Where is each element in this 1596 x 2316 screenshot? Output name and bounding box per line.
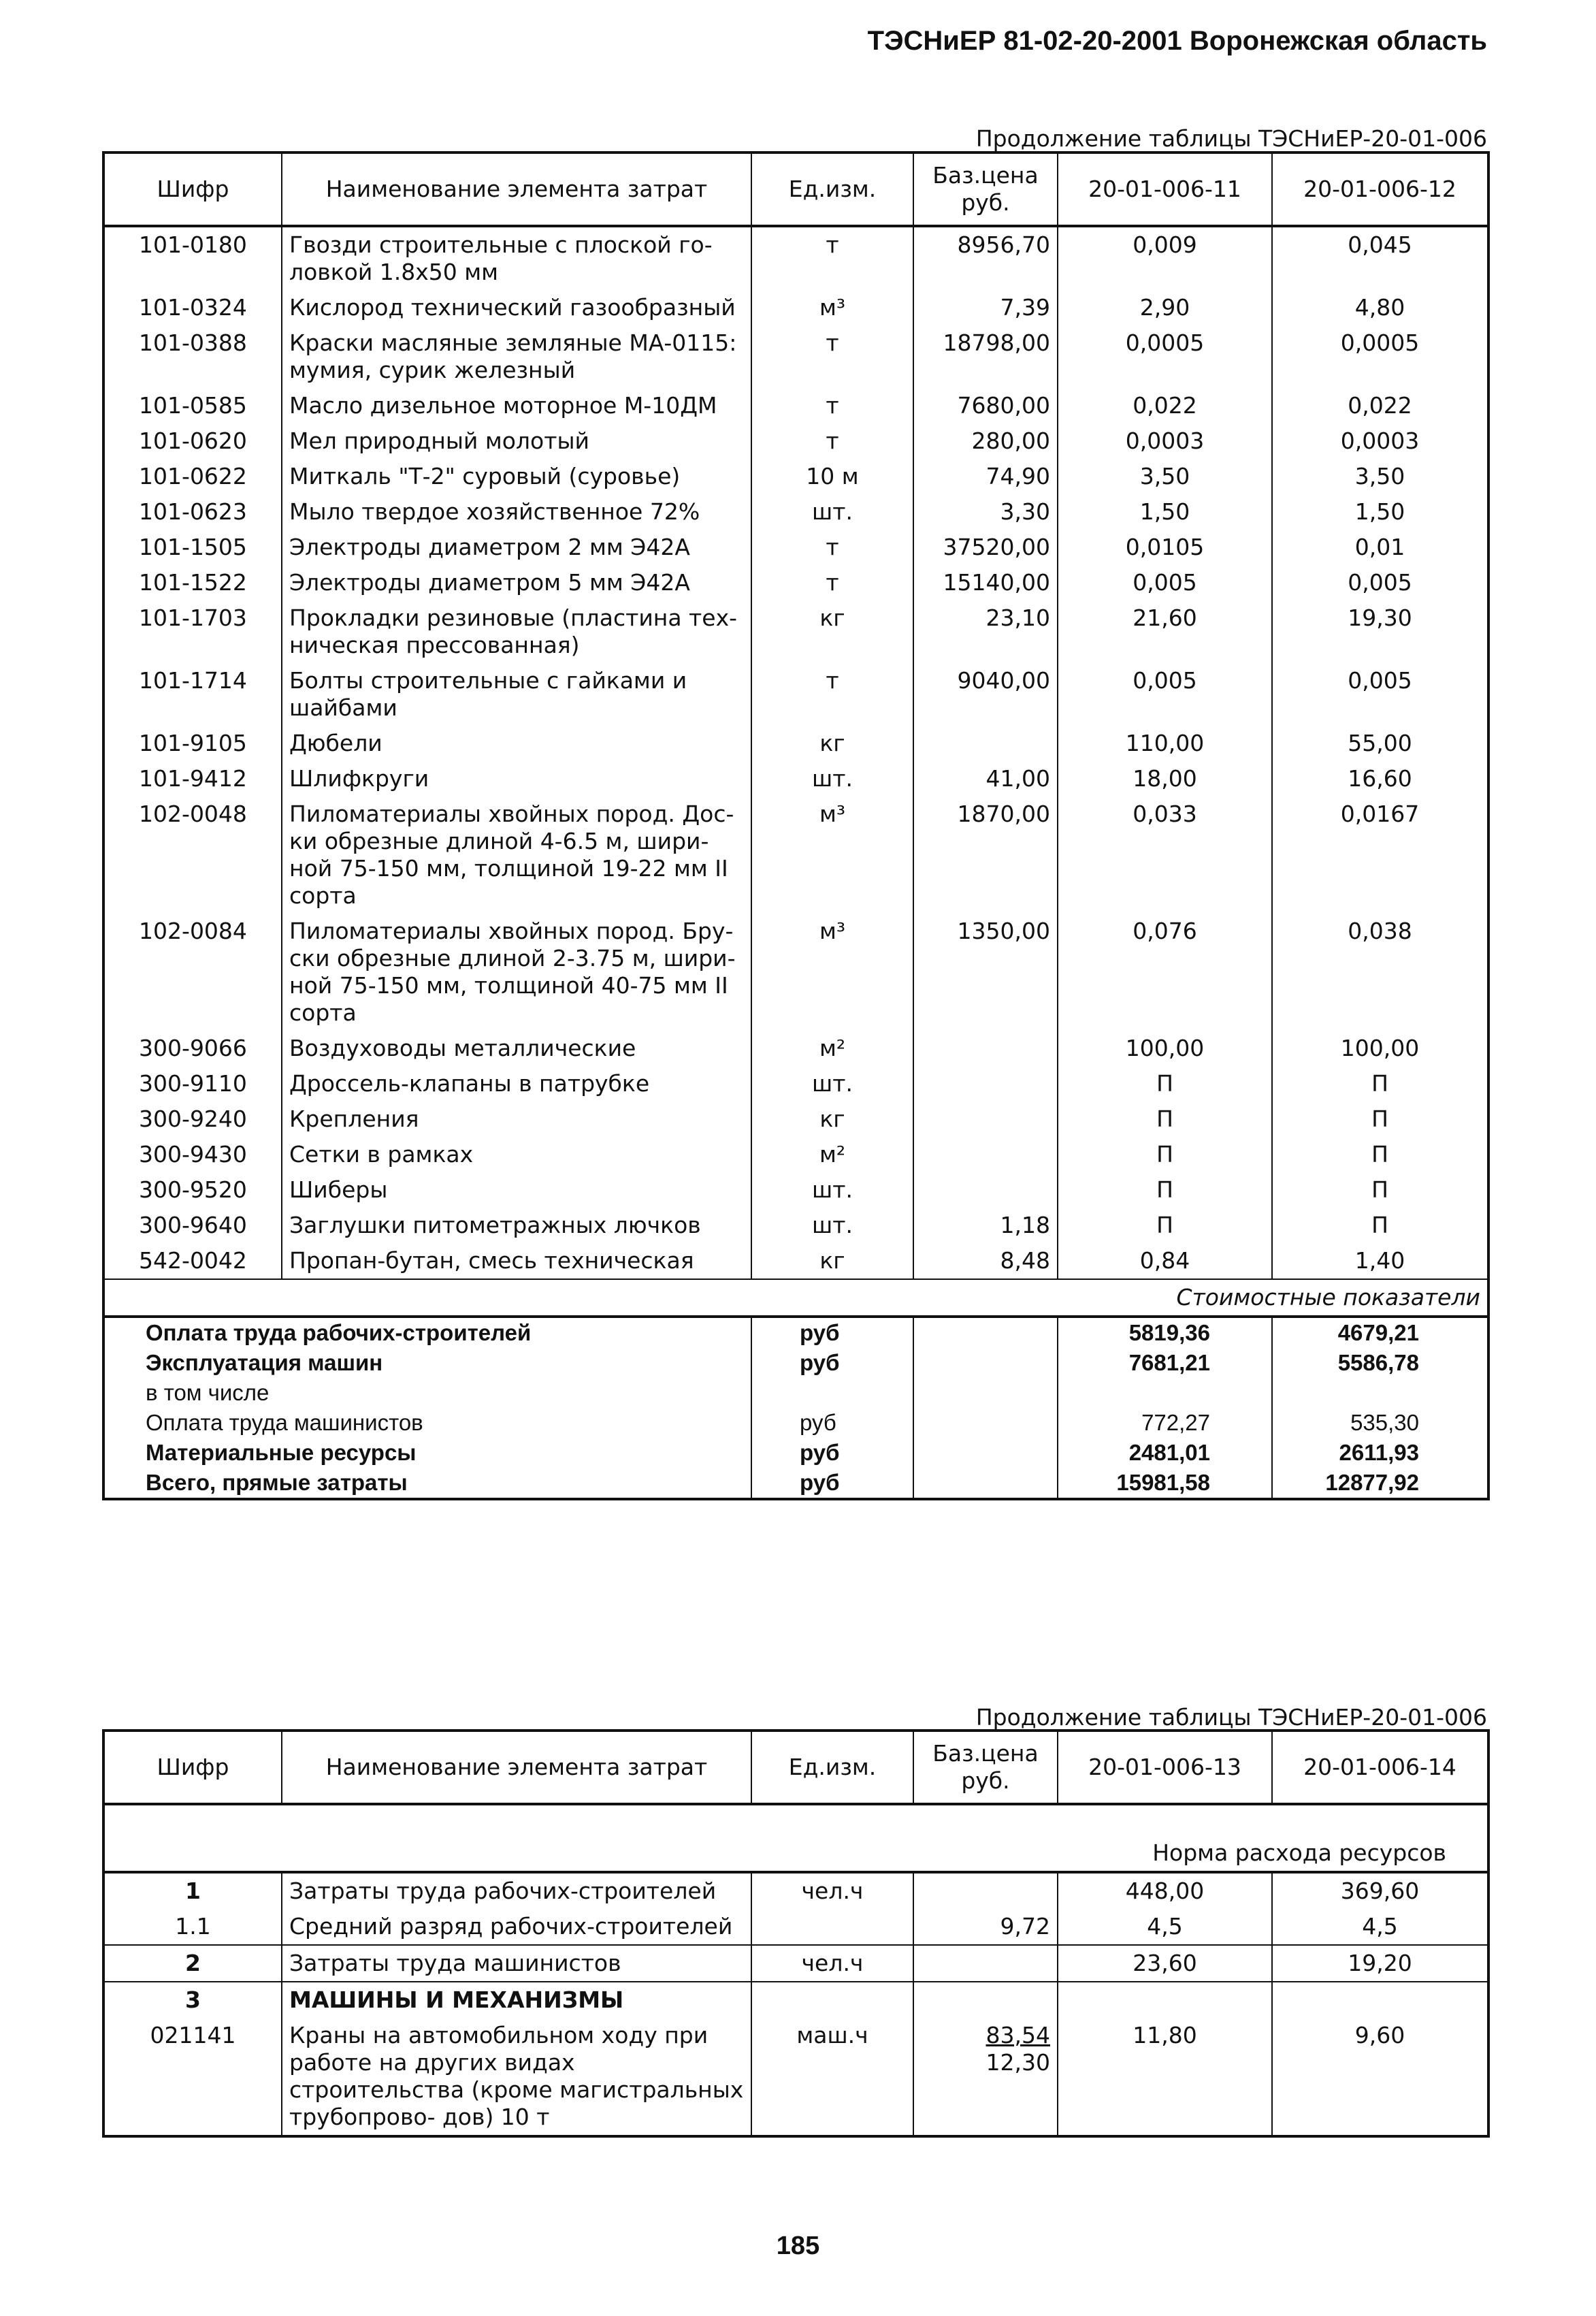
cell-value-11: 1,50 — [1058, 494, 1272, 530]
cell-value-12: 0,0005 — [1272, 325, 1488, 388]
table-row — [103, 726, 1488, 761]
cell-name: Гвозди строительные с плоской го- ловкой 1.8х50 мм — [282, 226, 751, 290]
cell-unit: шт. — [751, 1172, 913, 1208]
cost-value-12: 4679,21 — [1272, 1317, 1488, 1348]
cell-code: 101-1505 — [139, 534, 247, 560]
cell-unit: шт. — [751, 1066, 913, 1101]
cell-value-14: 369,60 — [1272, 1872, 1488, 1909]
cost-label: Оплата труда рабочих-строителей — [146, 1320, 532, 1345]
price-secondary: 12,30 — [986, 2049, 1050, 2076]
cell-price: 1,18 — [913, 1208, 1058, 1243]
cell-value-12: П — [1272, 1208, 1488, 1243]
cell-value-11: П — [1058, 1066, 1272, 1101]
cell-name: Затраты труда машинистов — [282, 1945, 751, 1982]
cell-value-12: 1,40 — [1272, 1243, 1488, 1279]
table1-cost-section — [103, 1279, 1488, 1499]
cost-heading-row — [103, 1279, 1488, 1317]
cell-value-14: 9,60 — [1272, 2018, 1488, 2136]
cell-value-12: 100,00 — [1272, 1031, 1488, 1066]
cell-name: Дроссель-клапаны в патрубке — [282, 1066, 751, 1101]
cost-value-12: 2611,93 — [1272, 1438, 1488, 1468]
cell-value-12: 0,005 — [1272, 565, 1488, 600]
cell-name: Пиломатериалы хвойных пород. Дос- ки обрезные длиной 4-6.5 м, шири- ной 75-150 мм, толщиной 19-22 мм II сорта — [282, 797, 751, 914]
document-header-title: ТЭСНиЕР 81-02-20-2001 Воронежская область — [867, 26, 1487, 56]
cell-code: 101-0324 — [139, 294, 247, 321]
cell-name: Масло дизельное моторное М-10ДМ — [282, 388, 751, 423]
cell-code: 101-0623 — [139, 498, 247, 525]
cell-value-11: 0,0003 — [1058, 423, 1272, 459]
cell-name: Сетки в рамках — [282, 1137, 751, 1172]
cell-name: Краски масляные земляные МА-0115: мумия, сурик железный — [282, 325, 751, 388]
cell-unit: м³ — [751, 914, 913, 1031]
cell-price: 18798,00 — [913, 325, 1058, 388]
cell-name: Воздуховоды металлические — [282, 1031, 751, 1066]
cost-label: Оплата труда машинистов — [146, 1410, 423, 1435]
col-header-unit: Ед.изм. — [751, 1731, 913, 1804]
cost-label: в том числе — [146, 1380, 270, 1405]
cell-name: Крепления — [282, 1101, 751, 1137]
cell-name: Шлифкруги — [282, 761, 751, 797]
cell-value-11: 2,90 — [1058, 290, 1272, 325]
norm-heading: Норма расхода ресурсов — [103, 1804, 1488, 1872]
cell-code: 101-9105 — [139, 730, 247, 756]
cell-code: 3 — [103, 1982, 282, 2018]
cell-value-12: 3,50 — [1272, 459, 1488, 494]
cell-value-13: 4,5 — [1058, 1909, 1272, 1945]
cell-price: 74,90 — [913, 459, 1058, 494]
cell-price: 1350,00 — [913, 914, 1058, 1031]
cell-code: 1.1 — [175, 1913, 211, 1940]
col-header-price: Баз.цена руб. — [913, 152, 1058, 226]
cost-price-empty — [913, 1438, 1058, 1468]
cell-code: 300-9430 — [139, 1141, 247, 1168]
cell-unit: маш.ч — [751, 2018, 913, 2136]
cost-row — [103, 1468, 1488, 1499]
cell-value-11: 21,60 — [1058, 600, 1272, 663]
cell-price — [913, 1172, 1058, 1208]
cost-unit: руб — [751, 1317, 913, 1348]
table-row — [103, 1172, 1488, 1208]
cell-code: 101-0180 — [139, 231, 247, 258]
cell-value-11: П — [1058, 1101, 1272, 1137]
cell-value-14 — [1272, 1982, 1488, 2018]
cell-code: 101-0622 — [139, 463, 247, 489]
resource-table-1 — [102, 151, 1490, 1500]
cell-code: 101-0620 — [139, 428, 247, 454]
cell-price — [913, 1101, 1058, 1137]
table-row — [103, 663, 1488, 726]
cost-price-empty — [913, 1468, 1058, 1499]
cell-name: Миткаль "Т-2" суровый (суровье) — [282, 459, 751, 494]
price-primary: 83,54 — [986, 2022, 1050, 2048]
cell-price: 3,30 — [913, 494, 1058, 530]
table-row — [103, 565, 1488, 600]
table-row — [103, 494, 1488, 530]
cell-name: Заглушки питометражных лючков — [282, 1208, 751, 1243]
cost-label: Материальные ресурсы — [146, 1440, 417, 1465]
cell-value-11: 0,033 — [1058, 797, 1272, 914]
cell-value-12: 55,00 — [1272, 726, 1488, 761]
cell-unit: чел.ч — [751, 1945, 913, 1982]
cell-value-12: 1,50 — [1272, 494, 1488, 530]
cell-code: 300-9240 — [139, 1106, 247, 1132]
table-row — [103, 2018, 1488, 2136]
table2-caption: Продолжение таблицы ТЭСНиЕР-20-01-006 — [975, 1704, 1487, 1731]
cell-unit: шт. — [751, 761, 913, 797]
cell-name: Затраты труда рабочих-строителей — [282, 1872, 751, 1909]
cell-code: 102-0084 — [139, 918, 247, 944]
cell-value-12: 0,0003 — [1272, 423, 1488, 459]
cell-price: 280,00 — [913, 423, 1058, 459]
cell-value-11: 110,00 — [1058, 726, 1272, 761]
cell-code: 2 — [103, 1945, 282, 1982]
cell-price — [913, 1982, 1058, 2018]
cell-name: Пропан-бутан, смесь техническая — [282, 1243, 751, 1279]
cell-unit: шт. — [751, 1208, 913, 1243]
table2-body — [103, 1804, 1488, 2136]
cell-price — [913, 2018, 1058, 2136]
table2-header-row — [103, 1731, 1488, 1804]
cell-value-12: 19,30 — [1272, 600, 1488, 663]
cell-code: 1 — [185, 1878, 201, 1904]
col-header-code: Шифр — [103, 152, 282, 226]
table-row — [103, 1872, 1488, 1909]
cell-price: 41,00 — [913, 761, 1058, 797]
cost-value-11: 7681,21 — [1058, 1348, 1272, 1378]
table-row — [103, 761, 1488, 797]
cell-value-11: П — [1058, 1172, 1272, 1208]
cell-unit: т — [751, 325, 913, 388]
cell-unit: т — [751, 226, 913, 290]
table-row — [103, 1101, 1488, 1137]
cell-unit: кг — [751, 1243, 913, 1279]
cost-row — [103, 1317, 1488, 1348]
cell-price: 23,10 — [913, 600, 1058, 663]
cell-unit: кг — [751, 1101, 913, 1137]
col-header-name: Наименование элемента затрат — [282, 152, 751, 226]
page-number: 185 — [776, 2232, 820, 2260]
cell-code: 300-9640 — [139, 1212, 247, 1238]
cost-unit: руб — [751, 1348, 913, 1378]
cell-code: 021141 — [150, 2022, 236, 2048]
cell-name: Краны на автомобильном ходу при работе на других видах строительства (кроме магистральных трубопрово- дов) 10 т — [282, 2018, 751, 2136]
table-row — [103, 914, 1488, 1031]
cell-value-11: 0,0005 — [1058, 325, 1272, 388]
cell-unit — [751, 1909, 913, 1945]
cell-unit: чел.ч — [751, 1872, 913, 1909]
cell-value-11: 100,00 — [1058, 1031, 1272, 1066]
cell-unit: м² — [751, 1031, 913, 1066]
table-row — [103, 1066, 1488, 1101]
cell-value-14: 4,5 — [1272, 1909, 1488, 1945]
table1-header-row — [103, 152, 1488, 226]
cell-value-11: 0,022 — [1058, 388, 1272, 423]
cost-label: Эксплуатация машин — [146, 1350, 383, 1375]
cell-unit: шт. — [751, 494, 913, 530]
cell-name: Болты строительные с гайками и шайбами — [282, 663, 751, 726]
cell-price — [913, 1031, 1058, 1066]
table-row — [103, 1909, 1488, 1945]
cell-name: Пиломатериалы хвойных пород. Бру- ски обрезные длиной 2-3.75 м, шири- ной 75-150 мм, толщиной 40-75 мм II сорта — [282, 914, 751, 1031]
cell-value-13: 448,00 — [1058, 1872, 1272, 1909]
cost-price-empty — [913, 1348, 1058, 1378]
cost-row — [103, 1408, 1488, 1438]
table-row — [103, 459, 1488, 494]
cell-value-11: 0,0105 — [1058, 530, 1272, 565]
table1-body — [103, 226, 1488, 1279]
cost-heading: Стоимостные показатели — [103, 1279, 1488, 1317]
cell-value-12: 0,045 — [1272, 226, 1488, 290]
cell-name: Средний разряд рабочих-строителей — [282, 1909, 751, 1945]
cell-code: 300-9066 — [139, 1035, 247, 1061]
cell-value-12: 16,60 — [1272, 761, 1488, 797]
cell-name: Электроды диаметром 5 мм Э42А — [282, 565, 751, 600]
cell-value-11: 0,005 — [1058, 565, 1272, 600]
cell-code: 542-0042 — [139, 1247, 247, 1274]
cost-label: Всего, прямые затраты — [146, 1470, 408, 1495]
cost-value-11: 5819,36 — [1058, 1317, 1272, 1348]
cell-value-11: 0,009 — [1058, 226, 1272, 290]
table-row — [103, 388, 1488, 423]
cell-price — [913, 726, 1058, 761]
cell-value-12: 0,0167 — [1272, 797, 1488, 914]
cost-value-11: 15981,58 — [1058, 1468, 1272, 1499]
cell-code: 300-9110 — [139, 1070, 247, 1097]
cell-value-11: П — [1058, 1208, 1272, 1243]
cell-value-12: П — [1272, 1066, 1488, 1101]
cell-unit: т — [751, 388, 913, 423]
table-row — [103, 530, 1488, 565]
cell-unit: м³ — [751, 797, 913, 914]
cell-value-12: П — [1272, 1172, 1488, 1208]
cost-row — [103, 1378, 1488, 1408]
col-header-code-12: 20-01-006-12 — [1272, 152, 1488, 226]
table-row — [103, 226, 1488, 290]
cell-unit: т — [751, 530, 913, 565]
cost-value-12: 5586,78 — [1272, 1348, 1488, 1378]
cell-price: 15140,00 — [913, 565, 1058, 600]
cell-value-12: П — [1272, 1137, 1488, 1172]
table-row — [103, 797, 1488, 914]
cost-price-empty — [913, 1317, 1058, 1348]
cell-value-12: П — [1272, 1101, 1488, 1137]
cost-row — [103, 1438, 1488, 1468]
cell-code: 101-9412 — [139, 765, 247, 792]
cost-value-12 — [1272, 1378, 1488, 1408]
cell-unit: м³ — [751, 290, 913, 325]
cell-unit: т — [751, 423, 913, 459]
table-row — [103, 1137, 1488, 1172]
cell-price: 8,48 — [913, 1243, 1058, 1279]
col-header-code-14: 20-01-006-14 — [1272, 1731, 1488, 1804]
cell-price — [913, 1137, 1058, 1172]
cell-unit — [751, 1982, 913, 2018]
cell-price — [913, 1945, 1058, 1982]
cost-unit: руб — [751, 1438, 913, 1468]
cost-value-11: 2481,01 — [1058, 1438, 1272, 1468]
col-header-unit: Ед.изм. — [751, 152, 913, 226]
cost-value-11: 772,27 — [1058, 1408, 1272, 1438]
cell-value-12: 0,022 — [1272, 388, 1488, 423]
cell-value-11: 0,076 — [1058, 914, 1272, 1031]
cell-price: 8956,70 — [913, 226, 1058, 290]
cell-name: Дюбели — [282, 726, 751, 761]
cell-code: 101-1703 — [139, 605, 247, 631]
cell-value-11: 0,005 — [1058, 663, 1272, 726]
table-row — [103, 1031, 1488, 1066]
norm-heading-row — [103, 1804, 1488, 1872]
table-row — [103, 290, 1488, 325]
cell-unit: кг — [751, 726, 913, 761]
cost-unit: руб — [751, 1408, 913, 1438]
cell-unit: кг — [751, 600, 913, 663]
cell-name: Мыло твердое хозяйственное 72% — [282, 494, 751, 530]
cell-value-11: 18,00 — [1058, 761, 1272, 797]
cell-price — [913, 1872, 1058, 1909]
cell-unit: т — [751, 565, 913, 600]
cell-name: МАШИНЫ И МЕХАНИЗМЫ — [282, 1982, 751, 2018]
table-row — [103, 1982, 1488, 2018]
table-row — [103, 1243, 1488, 1279]
cell-name: Кислород технический газообразный — [282, 290, 751, 325]
cell-code: 101-0388 — [139, 329, 247, 356]
cell-name: Шиберы — [282, 1172, 751, 1208]
cell-value-12: 0,038 — [1272, 914, 1488, 1031]
table-row — [103, 1208, 1488, 1243]
cell-value-12: 4,80 — [1272, 290, 1488, 325]
col-header-code-13: 20-01-006-13 — [1058, 1731, 1272, 1804]
cell-price: 7,39 — [913, 290, 1058, 325]
cell-code: 300-9520 — [139, 1176, 247, 1203]
col-header-code: Шифр — [103, 1731, 282, 1804]
cost-unit — [751, 1378, 913, 1408]
cell-unit: м² — [751, 1137, 913, 1172]
cost-value-11 — [1058, 1378, 1272, 1408]
cell-code: 101-1522 — [139, 569, 247, 596]
cell-code: 101-0585 — [139, 392, 247, 419]
cell-name: Мел природный молотый — [282, 423, 751, 459]
cell-value-12: 0,005 — [1272, 663, 1488, 726]
cell-code: 101-1714 — [139, 667, 247, 694]
cell-value-13 — [1058, 1982, 1272, 2018]
cost-price-empty — [913, 1378, 1058, 1408]
cell-unit: т — [751, 663, 913, 726]
cell-price: 7680,00 — [913, 388, 1058, 423]
cell-value-11: 3,50 — [1058, 459, 1272, 494]
cost-value-12: 535,30 — [1272, 1408, 1488, 1438]
table-row — [103, 1945, 1488, 1982]
cell-value-13: 11,80 — [1058, 2018, 1272, 2136]
cell-value-12: 0,01 — [1272, 530, 1488, 565]
cell-price — [913, 1066, 1058, 1101]
cell-name: Прокладки резиновые (пластина тех- ническая прессованная) — [282, 600, 751, 663]
table-row — [103, 325, 1488, 388]
cell-unit: 10 м — [751, 459, 913, 494]
cost-value-12: 12877,92 — [1272, 1468, 1488, 1499]
table-row — [103, 423, 1488, 459]
col-header-price: Баз.цена руб. — [913, 1731, 1058, 1804]
cell-price: 9040,00 — [913, 663, 1058, 726]
cell-price: 9,72 — [913, 1909, 1058, 1945]
col-header-name: Наименование элемента затрат — [282, 1731, 751, 1804]
cost-row — [103, 1348, 1488, 1378]
cell-value-11: П — [1058, 1137, 1272, 1172]
table-row — [103, 600, 1488, 663]
resource-table-2 — [102, 1729, 1490, 2138]
cell-name: Электроды диаметром 2 мм Э42А — [282, 530, 751, 565]
cell-value-14: 19,20 — [1272, 1945, 1488, 1982]
table1-caption: Продолжение таблицы ТЭСНиЕР-20-01-006 — [975, 125, 1487, 152]
cost-price-empty — [913, 1408, 1058, 1438]
cost-unit: руб — [751, 1468, 913, 1499]
cell-code: 102-0048 — [139, 801, 247, 827]
cell-price: 1870,00 — [913, 797, 1058, 914]
cell-value-13: 23,60 — [1058, 1945, 1272, 1982]
cell-value-11: 0,84 — [1058, 1243, 1272, 1279]
col-header-code-11: 20-01-006-11 — [1058, 152, 1272, 226]
cell-price: 37520,00 — [913, 530, 1058, 565]
